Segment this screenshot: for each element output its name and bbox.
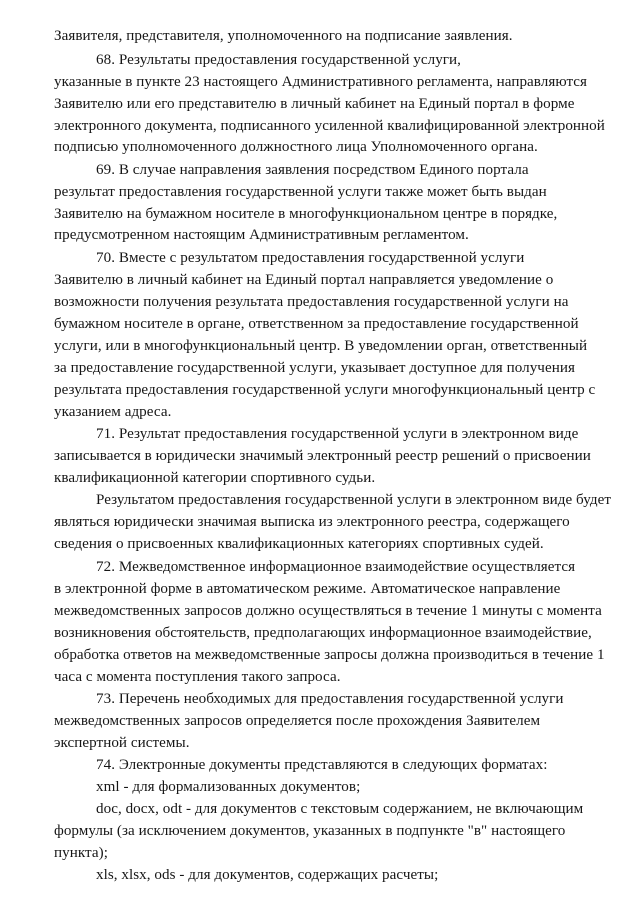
text-line: результата предоставления государственной услуги многофункциональный центр с <box>54 382 596 398</box>
text-line: пункта); <box>54 845 108 861</box>
text-line: указанные в пункте 23 настоящего Административного регламента, направляются <box>54 74 588 90</box>
text-line: 71. Результат предоставления государственной услуги в электронном виде <box>96 426 579 442</box>
text-line: межведомственных запросов должно осуществляться в течение 1 минуты с момента <box>54 603 602 619</box>
text-line: обработка ответов на межведомственные запросы должна производиться в течение 1 <box>54 647 605 663</box>
text-line: квалификационной категории спортивного судьи. <box>54 470 376 486</box>
text-line: экспертной системы. <box>54 735 190 751</box>
text-line: Заявителю в личный кабинет на Единый портал направляется уведомление о <box>54 272 554 288</box>
text-line: записывается в юридически значимый электронный реестр решений о присвоении <box>54 448 591 464</box>
text-line: в электронной форме в автоматическом режиме. Автоматическое направление <box>54 581 561 597</box>
text-line: 73. Перечень необходимых для предоставления государственной услуги <box>96 691 564 707</box>
text-line: бумажном носителе в органе, ответственном за предоставление государственной <box>54 316 579 332</box>
text-line: межведомственных запросов определяется после прохождения Заявителем <box>54 713 541 729</box>
text-line: результат предоставления государственной услуги также может быть выдан <box>54 184 547 200</box>
text-line: xls, xlsx, ods - для документов, содержащих расчеты; <box>96 867 439 883</box>
text-line: подписью уполномоченного должностного лица Уполномоченного органа. <box>54 139 538 155</box>
text-line: 68. Результаты предоставления государственной услуги, <box>96 52 461 68</box>
text-line: Заявителю или его представителю в личный кабинет на Единый портал в форме <box>54 96 575 112</box>
text-line: электронного документа, подписанного усиленной квалифицированной электронной <box>54 118 605 134</box>
text-line: формулы (за исключением документов, указанных в подпункте "в" настоящего <box>54 823 566 839</box>
text-line: Заявителю на бумажном носителе в многофункциональном центре в порядке, <box>54 206 558 222</box>
text-line: xml - для формализованных документов; <box>96 779 361 795</box>
text-line: указанием адреса. <box>54 404 172 420</box>
text-line: 72. Межведомственное информационное взаимодействие осуществляется <box>96 559 576 575</box>
text-line: Заявителя, представителя, уполномоченного на подписание заявления. <box>54 28 513 44</box>
text-line: услуги, или в многофункциональный центр. В уведомлении орган, ответственный <box>54 338 588 354</box>
text-line: предусмотренном настоящим Административным регламентом. <box>54 227 469 243</box>
text-line: часа с момента поступления такого запроса. <box>54 669 341 685</box>
text-line: 74. Электронные документы представляются в следующих форматах: <box>96 757 548 773</box>
text-line: возникновения обстоятельств, предполагающих информационное взаимодействие, <box>54 625 592 641</box>
text-line: сведения о присвоенных квалификационных категориях спортивных судей. <box>54 536 544 552</box>
text-line: doc, docx, odt - для документов с текстовым содержанием, не включающим <box>96 801 584 817</box>
text-line: Результатом предоставления государственной услуги в электронном виде будет <box>96 492 611 508</box>
text-line: являться юридически значимая выписка из электронного реестра, содержащего <box>54 514 570 530</box>
text-line: за предоставление государственной услуги, указывает доступное для получения <box>54 360 575 376</box>
text-line: возможности получения результата предоставления государственной услуги на <box>54 294 569 310</box>
text-line: 70. Вместе с результатом предоставления государственной услуги <box>96 250 525 266</box>
text-line: 69. В случае направления заявления посредством Единого портала <box>96 162 529 178</box>
